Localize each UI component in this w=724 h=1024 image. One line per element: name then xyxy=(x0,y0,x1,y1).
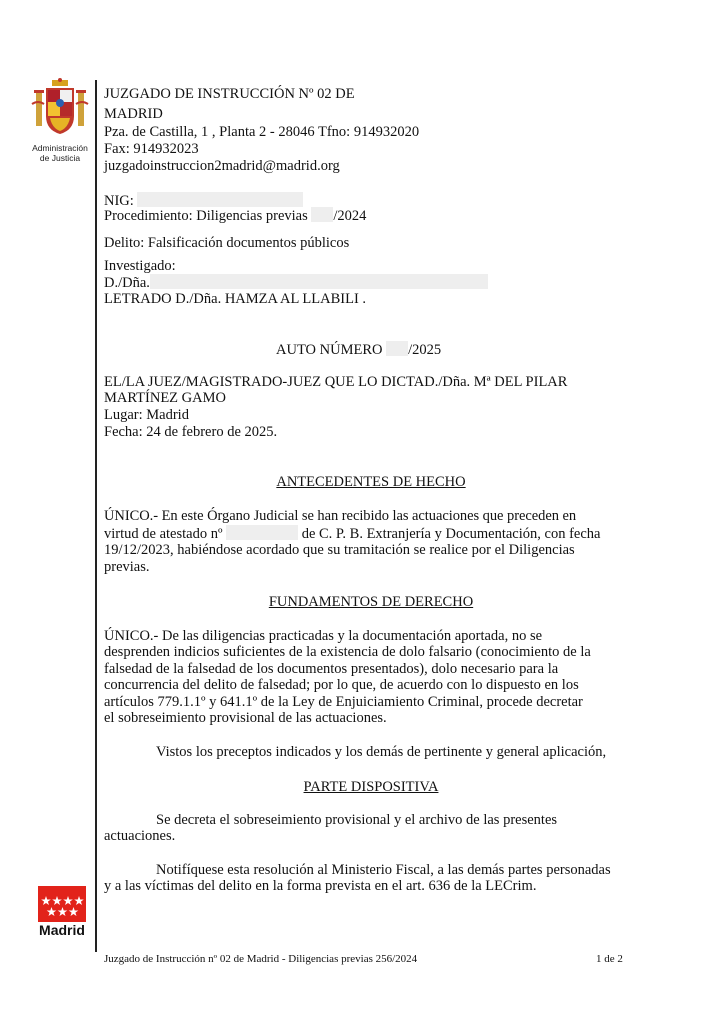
fundamentos-line1: ÚNICO.- De las diligencias practicadas y la documentación aportada, no se xyxy=(104,628,543,644)
antecedentes-line4: previas. xyxy=(104,559,150,575)
fundamentos-line2: desprenden indicios suficientes de la existencia de dolo falsario (conocimiento de la xyxy=(104,644,591,660)
investigated-label: Investigado: xyxy=(104,258,176,274)
redacted-nig xyxy=(137,192,303,207)
procedure-label: Procedimiento: Diligencias previas xyxy=(104,208,308,224)
dispositiva-p2-line1: Notifíquese esta resolución al Ministerio Fiscal, a las demás partes personadas xyxy=(156,862,611,878)
lawyer-line: LETRADO D./Dña. HAMZA AL LLABILI . xyxy=(104,291,367,307)
crime-line: Delito: Falsificación documentos públicos xyxy=(104,235,350,251)
antecedentes-title: ANTECEDENTES DE HECHO xyxy=(276,474,466,490)
fundamentos-title: FUNDAMENTOS DE DERECHO xyxy=(268,594,474,610)
court-name-line2: MADRID xyxy=(104,106,163,122)
justice-label-line2: de Justicia xyxy=(39,153,81,163)
nig-label: NIG: xyxy=(104,193,134,209)
judge-line2: MARTÍNEZ GAMO xyxy=(104,390,226,406)
fundamentos-line6: el sobreseimiento provisional de las actuaciones. xyxy=(104,710,387,726)
court-email: juzgadoinstruccion2madrid@madrid.org xyxy=(104,158,340,174)
margin-rule xyxy=(95,80,97,952)
redacted-atestado-number xyxy=(226,525,298,540)
redacted-procedure-number xyxy=(311,207,333,222)
madrid-stars-flag-icon xyxy=(38,886,86,922)
justice-label-line1: Administración xyxy=(32,143,88,153)
auto-number xyxy=(276,341,441,359)
antecedentes-line1: ÚNICO.- En este Órgano Judicial se han recibido las actuaciones que preceden en xyxy=(104,508,577,524)
antecedentes-line3: 19/12/2023, habiéndose acordado que su tramitación se realice por el Diligencias xyxy=(104,542,575,558)
auto-year: /2025 xyxy=(408,342,442,358)
dispositiva-p1-line1: Se decreta el sobreseimiento provisional y el archivo de las presentes xyxy=(156,812,558,828)
vistos-line: Vistos los preceptos indicados y los demás de pertinente y general aplicación, xyxy=(156,744,607,760)
party-label: D./Dña. xyxy=(104,275,150,291)
fundamentos-line3: falsedad de la falsedad de los documentos presentados), dolo necesario para la xyxy=(104,661,559,677)
procedure-year: /2024 xyxy=(333,208,367,224)
coat-of-arms-icon xyxy=(30,78,90,138)
dispositiva-p1-line2: actuaciones. xyxy=(104,828,176,844)
place: Lugar: Madrid xyxy=(104,407,189,423)
page-number: 1 de 2 xyxy=(596,953,623,965)
redacted-auto-number xyxy=(386,341,408,356)
dispositiva-p2-line2: y a las víctimas del delito en la forma prevista en el art. 636 de la LECrim. xyxy=(104,878,537,894)
auto-prefix: AUTO NÚMERO xyxy=(276,342,383,358)
dispositiva-title: PARTE DISPOSITIVA xyxy=(303,779,439,795)
judge-line1: EL/LA JUEZ/MAGISTRADO-JUEZ QUE LO DICTAD./Dña. Mª DEL PILAR xyxy=(104,374,568,390)
madrid-label: Madrid xyxy=(39,922,85,938)
footer-text: Juzgado de Instrucción nº 02 de Madrid - Diligencias previas 256/2024 xyxy=(104,953,418,965)
court-address: Pza. de Castilla, 1 , Planta 2 - 28046 Tfno: 914932020 xyxy=(104,124,420,140)
madrid-logo xyxy=(36,886,88,938)
antecedentes-line2-a: virtud de atestado nº xyxy=(104,526,223,542)
court-name-line1: JUZGADO DE INSTRUCCIÓN Nº 02 DE xyxy=(104,86,355,102)
antecedentes-line2 xyxy=(104,525,638,543)
court-fax: Fax: 914932023 xyxy=(104,141,199,157)
fundamentos-line4: concurrencia del delito de falsedad; por lo que, de acuerdo con lo dispuesto en los xyxy=(104,677,579,693)
justice-logo xyxy=(30,78,90,174)
redacted-party-name xyxy=(150,274,488,289)
procedure-line xyxy=(104,207,366,225)
fundamentos-line5: artículos 779.1.1º y 641.1º de la Ley de Enjuiciamiento Criminal, procede decretar xyxy=(104,694,583,710)
antecedentes-line2-b: de C. P. B. Extranjería y Documentación, con fecha xyxy=(301,526,601,542)
date: Fecha: 24 de febrero de 2025. xyxy=(104,424,278,440)
party-line xyxy=(104,274,488,292)
